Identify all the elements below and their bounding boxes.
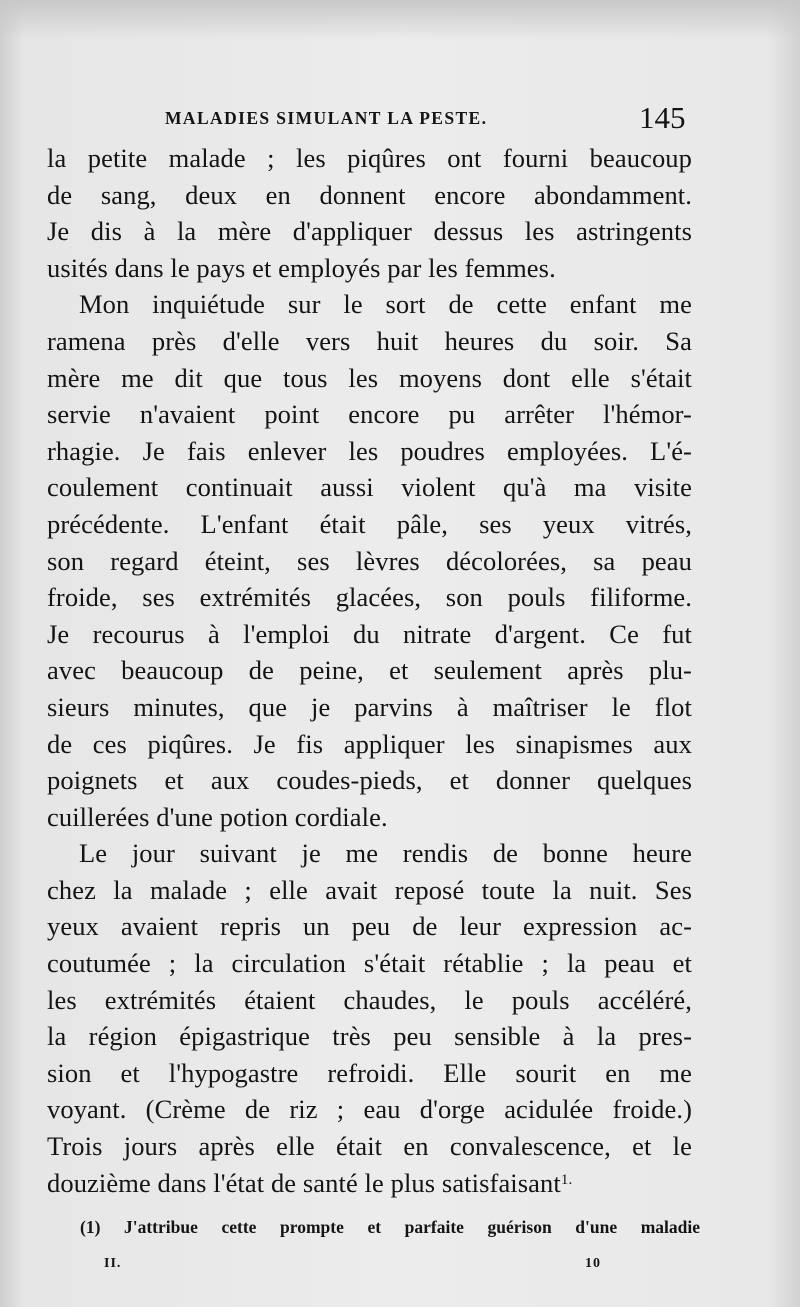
scan-shadow: [0, 0, 800, 40]
text-line: [47, 835, 692, 872]
text-line: [47, 140, 692, 177]
text-line: [47, 616, 692, 653]
text-line-content: les extrémités étaient chaudes, le pouls accéléré,: [47, 984, 692, 1015]
text-line-content: poignets et aux coudes-pieds, et donner quelques: [47, 765, 692, 796]
text-line: [47, 982, 692, 1019]
text-line: [47, 726, 692, 763]
text-line-content: sion et l'hypogastre refroidi. Elle sourit en me: [47, 1057, 692, 1088]
text-line: [47, 250, 692, 287]
text-line-content: ramena près d'elle vers huit heures du soir. Sa: [47, 325, 692, 356]
text-line: [47, 579, 692, 616]
text-line-content: yeux avaient repris un peu de leur expression ac-: [47, 911, 692, 942]
text-line-content: cuillerées d'une potion cordiale.: [47, 801, 388, 832]
text-line: [47, 177, 692, 214]
text-line: [47, 872, 692, 909]
text-line: [47, 762, 692, 799]
text-line-content: Mon inquiétude sur le sort de cette enfant me: [79, 289, 692, 320]
text-line: [47, 469, 692, 506]
text-line: [47, 689, 692, 726]
text-line: [47, 286, 692, 323]
footnote: (1) J'attribue cette prompte et parfaite guérison d'une maladie: [80, 1217, 700, 1237]
text-line: [47, 360, 692, 397]
text-line: [47, 1128, 692, 1165]
footnote-reference: 1.: [560, 1171, 573, 1188]
text-line: [47, 945, 692, 982]
signature-mark: II.: [104, 1256, 122, 1271]
text-line-content: son regard éteint, ses lèvres décolorées, sa peau: [47, 545, 692, 576]
text-line: [47, 1165, 692, 1202]
text-line: [47, 1055, 692, 1092]
text-line-content: douzième dans l'état de santé le plus satisfaisant: [47, 1167, 561, 1198]
text-line-content: coulement continuait aussi violent qu'à ma visite: [47, 472, 692, 503]
body-text: [47, 140, 692, 1201]
text-line-content: avec beaucoup de peine, et seulement après plu-: [47, 655, 692, 686]
text-line: [47, 1018, 692, 1055]
text-line: [47, 652, 692, 689]
text-line-content: chez la malade ; elle avait reposé toute la nuit. Ses: [47, 874, 692, 905]
text-line-content: de sang, deux en donnent encore abondamment.: [47, 179, 692, 210]
text-line-content: précédente. L'enfant était pâle, ses yeux vitrés,: [47, 508, 692, 539]
text-line-content: servie n'avaient point encore pu arrêter l'hémor-: [47, 399, 692, 430]
text-line-content: rhagie. Je fais enlever les poudres employées. L'é-: [47, 435, 692, 466]
text-line-content: voyant. (Crème de riz ; eau d'orge acidulée froide.): [47, 1094, 692, 1125]
text-line-content: Je recourus à l'emploi du nitrate d'argent. Ce fut: [47, 618, 692, 649]
running-title: MALADIES SIMULANT LA PESTE.: [165, 108, 488, 128]
text-line-content: la petite malade ; les piqûres ont fourni beaucoup: [47, 143, 692, 173]
text-line: [47, 799, 692, 836]
text-line: [47, 213, 692, 250]
text-line: [47, 1091, 692, 1128]
text-line-content: Je dis à la mère d'appliquer dessus les astringents: [47, 216, 692, 247]
text-line-content: Trois jours après elle était en convalescence, et le: [47, 1131, 692, 1162]
text-line: [47, 908, 692, 945]
text-line-content: mère me dit que tous les moyens dont elle s'était: [47, 362, 692, 393]
text-line-content: froide, ses extrémités glacées, son pouls filiforme.: [47, 582, 692, 613]
text-line-content: de ces piqûres. Je fis appliquer les sinapismes aux: [47, 728, 692, 759]
text-line-content: coutumée ; la circulation s'était rétablie ; la peau et: [47, 948, 692, 979]
text-line-content: sieurs minutes, que je parvins à maîtriser le flot: [47, 691, 692, 722]
text-line-content: Le jour suivant je me rendis de bonne heure: [79, 838, 692, 869]
text-line: [47, 543, 692, 580]
text-line: [47, 323, 692, 360]
running-head: [0, 98, 800, 138]
page-number: 145: [639, 100, 686, 135]
sheet-number: 10: [585, 1256, 601, 1271]
text-line: [47, 506, 692, 543]
text-line: [47, 433, 692, 470]
text-line-content: la région épigastrique très peu sensible à la pres-: [47, 1021, 692, 1052]
text-line: [47, 396, 692, 433]
text-line-content: usités dans le pays et employés par les femmes.: [47, 252, 556, 283]
